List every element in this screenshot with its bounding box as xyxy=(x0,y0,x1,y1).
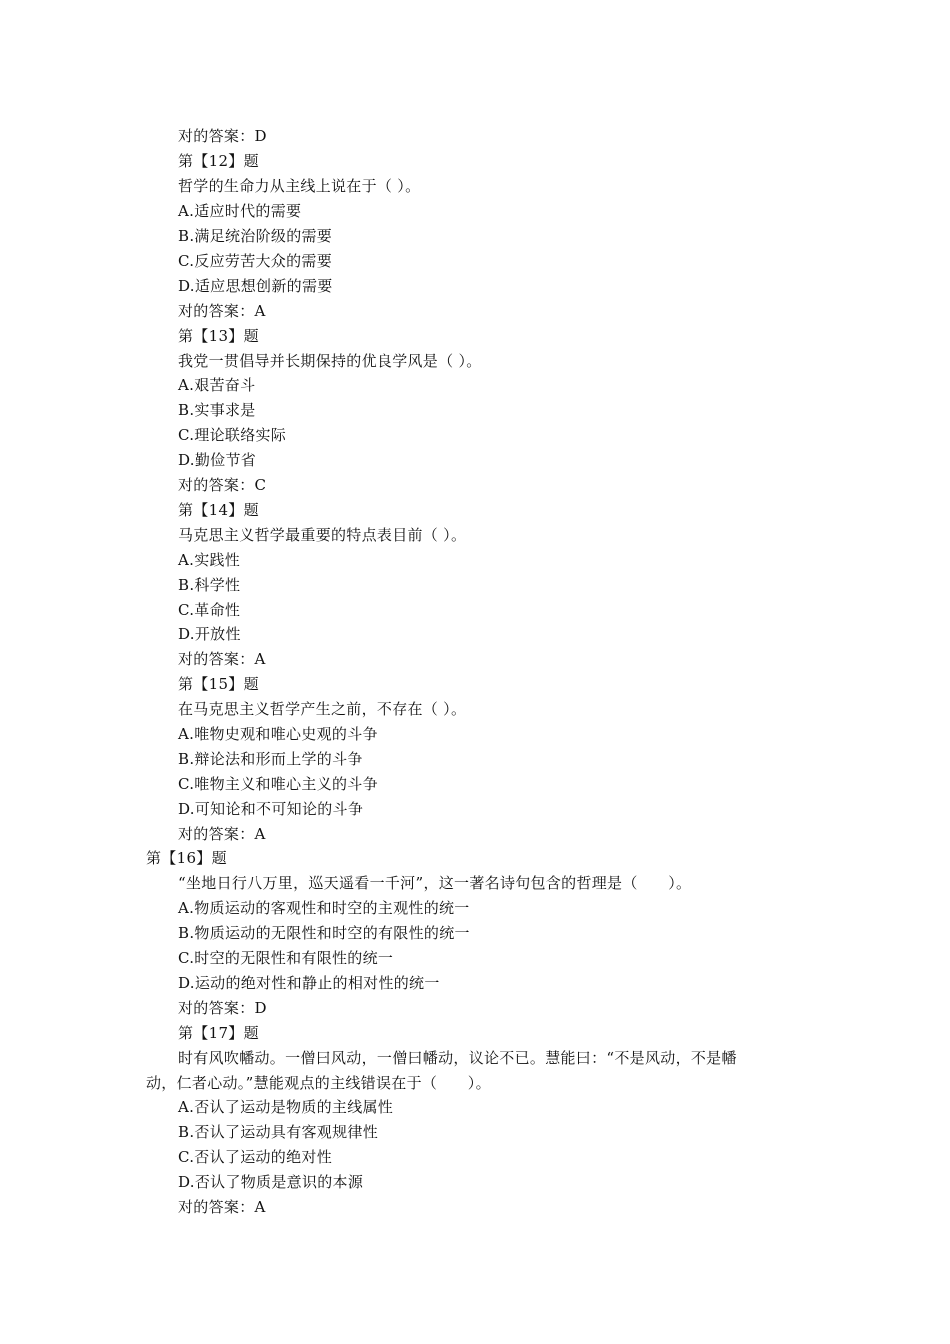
question-number: 第【13】题 xyxy=(178,327,259,345)
question-number: 第【12】题 xyxy=(178,152,259,170)
option-line: A.艰苦奋斗 xyxy=(178,376,256,394)
question-text-continued: 动，仁者心动。”慧能观点的主线错误在于（ ）。 xyxy=(146,1074,491,1092)
option-line: C.时空的无限性和有限性的统一 xyxy=(178,949,394,967)
option-line: C.否认了运动的绝对性 xyxy=(178,1148,333,1166)
answer-line: 对的答案：D xyxy=(178,999,267,1017)
question-text: “坐地日行八万里，巡天遥看一千河”，这一著名诗句包含的哲理是（ ）。 xyxy=(178,874,692,892)
option-line: C.唯物主义和唯心主义的斗争 xyxy=(178,775,378,793)
answer-line: 对的答案：A xyxy=(178,302,266,320)
option-line: A.适应时代的需要 xyxy=(178,202,302,220)
question-text: 在马克思主义哲学产生之前，不存在（ ）。 xyxy=(178,700,467,718)
option-line: D.可知论和不可知论的斗争 xyxy=(178,800,364,818)
option-line: B.物质运动的无限性和时空的有限性的统一 xyxy=(178,924,470,942)
option-line: B.否认了运动具有客观规律性 xyxy=(178,1123,378,1141)
option-line: B.实事求是 xyxy=(178,401,256,419)
option-line: C.反应劳苦大众的需要 xyxy=(178,252,333,270)
option-line: B.科学性 xyxy=(178,576,241,594)
answer-line: 对的答案：A xyxy=(178,1198,266,1216)
question-number: 第【17】题 xyxy=(178,1024,259,1042)
option-line: B.辩论法和形而上学的斗争 xyxy=(178,750,363,768)
option-line: C.革命性 xyxy=(178,601,241,619)
option-line: A.否认了运动是物质的主线属性 xyxy=(178,1098,394,1116)
question-text: 我党一贯倡导并长期保持的优良学风是（ ）。 xyxy=(178,352,482,370)
option-line: B.满足统治阶级的需要 xyxy=(178,227,333,245)
option-line: A.物质运动的客观性和时空的主观性的统一 xyxy=(178,899,470,917)
question-text: 时有风吹幡动。一僧曰风动，一僧曰幡动，议论不已。慧能曰：“不是风动，不是幡 xyxy=(178,1049,737,1067)
option-line: D.否认了物质是意识的本源 xyxy=(178,1173,364,1191)
option-line: D.勤俭节省 xyxy=(178,451,257,469)
question-text: 马克思主义哲学最重要的特点表目前（ ）。 xyxy=(178,526,467,544)
answer-line: 对的答案：D xyxy=(178,127,267,145)
option-line: C.理论联络实际 xyxy=(178,426,287,444)
answer-line: 对的答案：C xyxy=(178,476,267,494)
answer-line: 对的答案：A xyxy=(178,825,266,843)
option-line: A.唯物史观和唯心史观的斗争 xyxy=(178,725,378,743)
option-line: D.运动的绝对性和静止的相对性的统一 xyxy=(178,974,440,992)
option-line: D.开放性 xyxy=(178,625,241,643)
option-line: D.适应思想创新的需要 xyxy=(178,277,333,295)
question-number: 第【16】题 xyxy=(146,849,227,867)
question-text: 哲学的生命力从主线上说在于（ ）。 xyxy=(178,177,421,195)
answer-line: 对的答案：A xyxy=(178,650,266,668)
option-line: A.实践性 xyxy=(178,551,241,569)
question-number: 第【14】题 xyxy=(178,501,259,519)
question-number: 第【15】题 xyxy=(178,675,259,693)
